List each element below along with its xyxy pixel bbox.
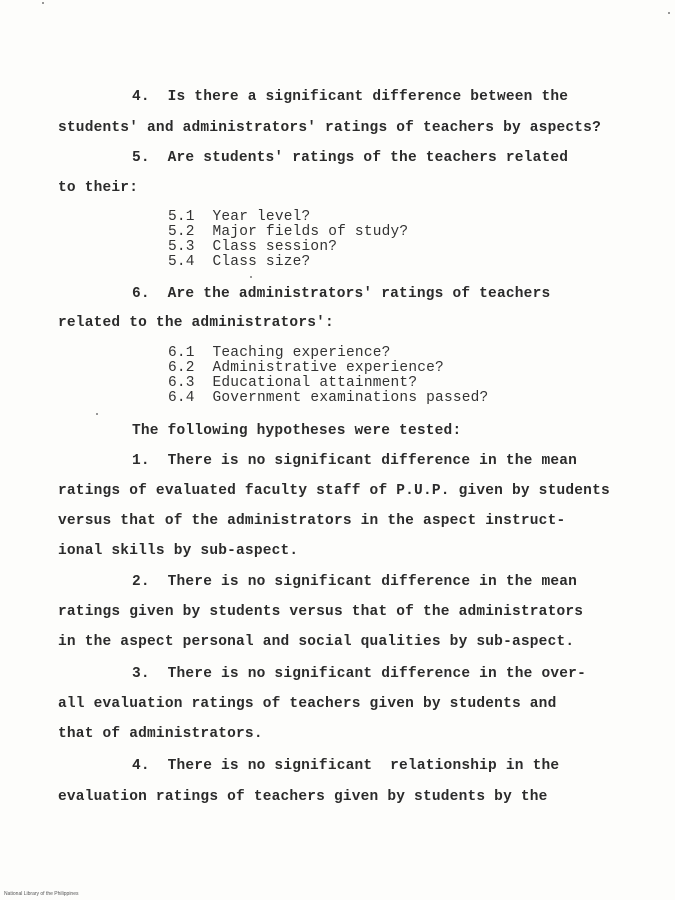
hypothesis-4-line-1: 4. There is no significant relationship in the [132,758,560,774]
hypothesis-1-line-1: 1. There is no significant difference in the mean [132,453,578,469]
question-6-item-2: 6.2 Administrative experience? [168,360,444,376]
question-6-item-3: 6.3 Educational attainment? [168,375,418,391]
question-5-item-2: 5.2 Major fields of study? [168,224,409,240]
hypothesis-1-line-4: ional skills by sub-aspect. [58,543,299,559]
hypotheses-intro: The following hypotheses were tested: [132,423,462,439]
question-5-line-2: to their: [58,180,139,196]
question-6-line-1: 6. Are the administrators' ratings of teachers [132,286,551,302]
scan-speck [250,276,252,278]
hypothesis-2-line-3: in the aspect personal and social qualities by sub-aspect. [58,634,575,650]
question-6-item-4: 6.4 Government examinations passed? [168,390,489,406]
hypothesis-2-line-2: ratings given by students versus that of the administrators [58,604,584,620]
archive-footer: National Library of the Philippines [4,891,79,897]
question-4-line-2: students' and administrators' ratings of teachers by aspects? [58,120,601,136]
scan-speck [42,2,44,4]
hypothesis-3-line-2: all evaluation ratings of teachers given by students and [58,696,557,712]
hypothesis-1-line-2: ratings of evaluated faculty staff of P.U.P. given by students [58,483,610,499]
question-5-item-3: 5.3 Class session? [168,239,338,255]
question-5-line-1: 5. Are students' ratings of the teachers related [132,150,569,166]
hypothesis-3-line-3: that of administrators. [58,726,263,742]
question-4-line-1: 4. Is there a significant difference between the [132,89,569,105]
question-5-item-4: 5.4 Class size? [168,254,311,270]
hypothesis-1-line-3: versus that of the administrators in the aspect instruct- [58,513,566,529]
scan-speck [96,413,98,415]
hypothesis-3-line-1: 3. There is no significant difference in the over- [132,666,586,682]
scan-speck [668,12,670,14]
question-5-item-1: 5.1 Year level? [168,209,311,225]
hypothesis-2-line-1: 2. There is no significant difference in the mean [132,574,578,590]
question-6-line-2: related to the administrators': [58,315,334,331]
question-6-item-1: 6.1 Teaching experience? [168,345,391,361]
hypothesis-4-line-2: evaluation ratings of teachers given by students by the [58,789,548,805]
